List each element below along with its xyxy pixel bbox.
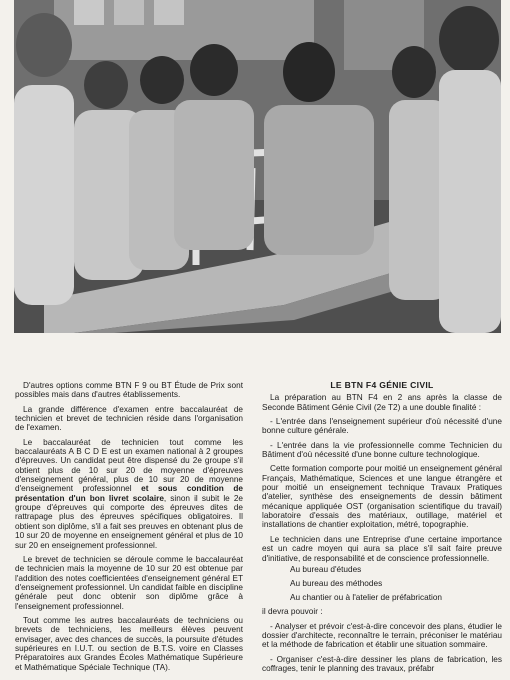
paragraph-exam-difference: La grande différence d'examen entre baccalauréat de technicien et brevet de technicien réside dans l'organisation de l'examen. [15, 404, 243, 433]
baccalaureat-bold-condition: et sous condition de présentation d'un bon livret scolaire [15, 484, 243, 503]
paragraph-training-content: Cette formation comporte pour moitié un enseignement général Français, Mathématique, Sciences et une langue étrangère et pour moitié un enseignement technique Travaux Pratiques d'atelier, synthèse des enseignements de dessin bâtiment mécanique appliquée OST (organisation scientifique du travail) laboratoire d'essais des matériaux, outillage, matériel et installations de chantier exploitation, métré, topographie. [262, 464, 502, 530]
paragraph-baccalaureat [15, 438, 243, 550]
paragraph-technician-role: Le technicien dans une Entreprise d'une certaine importance est un cadre moyen qui aura sa place s'il sait faire preuve d'initiative, de responsabilité et de conscience professionnelle. [262, 534, 502, 563]
paragraph-organise: - Organiser c'est-à-dire dessiner les plans de fabrication, les coffrages, tenir le planning des travaux, préfabr [262, 654, 502, 674]
baccalaureat-text-a: Le baccalauréat de technicien tout comme les baccalauréats A B C D E est un examen national à 2 groupes d'épreuves. Un candidat peut être dispensé du 2e groupe s'il obtient plus de 10 sur 20 de moyenne d'épreuves d'enseignement général, plus de 10 sur 20 de moyenne d'enseignement professionnel [15, 437, 243, 494]
list-item: Au bureau des méthodes [290, 579, 383, 589]
paragraph-must-be-able: il devra pouvoir : [262, 607, 323, 617]
paragraph-analyse: - Analyser et prévoir c'est-à-dire concevoir des plans, étudier le dossier d'architecte, reconnaître le terrain, préconiser le matériau et la méthode de fabrication et établir une situation sommaire. [262, 621, 502, 650]
baccalaureat-text-b: , sinon il subit le 2e groupe d'épreuves qui comporte des épreuves dites de rattrapage plus des épreuves spécifiques obligatoires. Il obtient son diplôme, s'il a fait ses preuves en obtenant plus de 10 sur 20 de moyenne en enseignement général et plus de 10 sur 20 en enseignement professionnel. [15, 493, 244, 550]
paragraph-further-studies: Tout comme les autres baccalauréats de techniciens ou brevets de techniciens, les meilleurs élèves peuvent envisager, avec des chances de succès, la poursuite d'études supérieures en I.U.T. ou section de B.T.S. voire en Classes Préparatoires aux Grandes Écoles Mathématique Supérieure et Mathématique Spéciale Technique (TA). [15, 615, 243, 672]
workshop-photo [14, 0, 501, 333]
left-column [15, 381, 243, 677]
list-item: Au chantier ou à l'atelier de préfabrication [290, 593, 443, 603]
paragraph-preparation: La préparation au BTN F4 en 2 ans après la classe de Seconde Bâtiment Génie Civil (2e T2) a une double finalité : [262, 393, 502, 412]
paragraph-brevet: Le brevet de technicien se déroule comme le baccalauréat de technicien mais la moyenne de 10 sur 20 est obtenue par l'addition des notes coefficientées d'enseignement général ET d'enseignement professionnel. Un candidat faible en discipline générale peut donc obtenir son diplôme grâce à l'enseignement professionnel. [15, 554, 243, 611]
right-column [262, 381, 502, 679]
paragraph-higher-education: - L'entrée dans l'enseignement supérieur d'où nécessité d'une bonne culture générale. [262, 417, 502, 436]
paragraph-professional-life: - L'entrée dans la vie professionnelle comme Technicien du Bâtiment d'où nécessité d'une bonne culture technologique. [262, 440, 502, 460]
workshop-photo-illustration [14, 0, 501, 333]
section-heading: LE BTN F4 GÉNIE CIVIL [330, 380, 434, 390]
paragraph-other-options: D'autres options comme BTN F 9 ou BT Étude de Prix sont possibles mais dans d'autres établissements. [15, 381, 243, 400]
list-item: Au bureau d'études [290, 564, 362, 574]
